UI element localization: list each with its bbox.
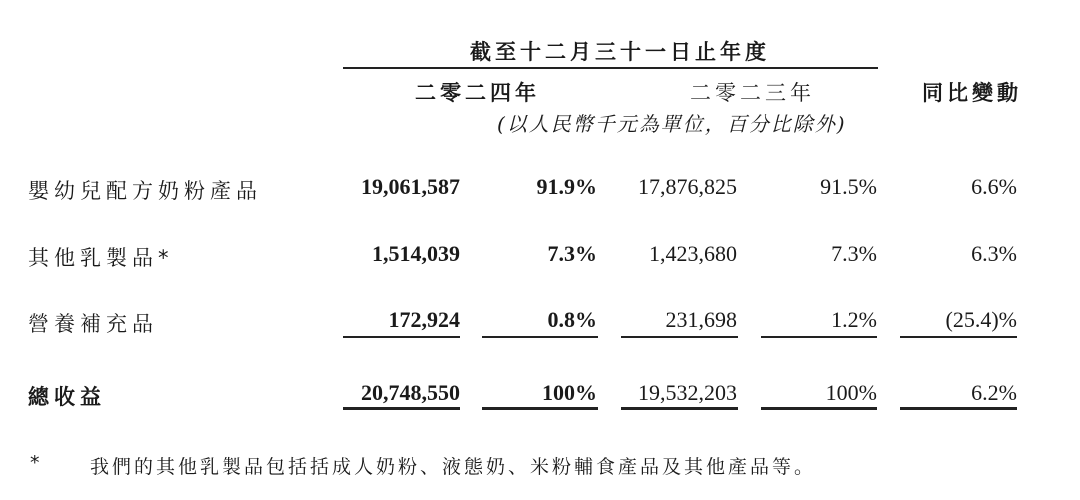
total-percent-2024: 100% xyxy=(542,380,597,405)
total-value-2024: 20,748,550 xyxy=(361,380,460,405)
percent-2023: 1.2% xyxy=(831,307,877,332)
yoy-change: 6.6% xyxy=(971,174,1017,199)
year-2024-header: 二零二四年 xyxy=(415,81,540,105)
total-rule xyxy=(761,407,877,410)
value-2023: 231,698 xyxy=(665,307,737,332)
row-label: 嬰幼兒配方奶粉產品 xyxy=(28,179,262,203)
value-2023: 17,876,825 xyxy=(638,174,737,199)
total-rule xyxy=(343,407,460,410)
total-value-2023: 19,532,203 xyxy=(638,380,737,405)
percent-2023: 91.5% xyxy=(820,174,877,199)
row-label: 其他乳製品* xyxy=(28,246,174,270)
footnote-text: 我們的其他乳製品包括括成人奶粉、液態奶、米粉輔食產品及其他產品等。 xyxy=(90,456,817,478)
unit-note: (以人民幣千元為單位，百分比除外) xyxy=(497,112,847,136)
percent-2024: 0.8% xyxy=(547,307,597,332)
value-2024: 1,514,039 xyxy=(372,241,460,266)
percent-2024: 7.3% xyxy=(547,241,597,266)
total-yoy-change: 6.2% xyxy=(971,380,1017,405)
yoy-change-header: 同比變動 xyxy=(922,81,1022,105)
period-underline xyxy=(343,67,878,69)
subtotal-rule xyxy=(900,336,1017,338)
footnote-marker: * xyxy=(30,452,43,474)
total-rule xyxy=(900,407,1017,410)
yoy-change: 6.3% xyxy=(971,241,1017,266)
yoy-change: (25.4)% xyxy=(945,307,1017,332)
period-header: 截至十二月三十一日止年度 xyxy=(470,40,770,64)
subtotal-rule xyxy=(343,336,460,338)
value-2023: 1,423,680 xyxy=(649,241,737,266)
value-2024: 172,924 xyxy=(388,307,460,332)
value-2024: 19,061,587 xyxy=(361,174,460,199)
total-label: 總收益 xyxy=(28,385,106,409)
percent-2024: 91.9% xyxy=(536,174,597,199)
year-2023-header: 二零二三年 xyxy=(690,81,815,105)
row-label: 營養補充品 xyxy=(28,312,158,336)
subtotal-rule xyxy=(761,336,877,338)
subtotal-rule xyxy=(482,336,598,338)
subtotal-rule xyxy=(621,336,738,338)
total-rule xyxy=(621,407,738,410)
total-rule xyxy=(482,407,598,410)
percent-2023: 7.3% xyxy=(831,241,877,266)
total-percent-2023: 100% xyxy=(825,380,877,405)
